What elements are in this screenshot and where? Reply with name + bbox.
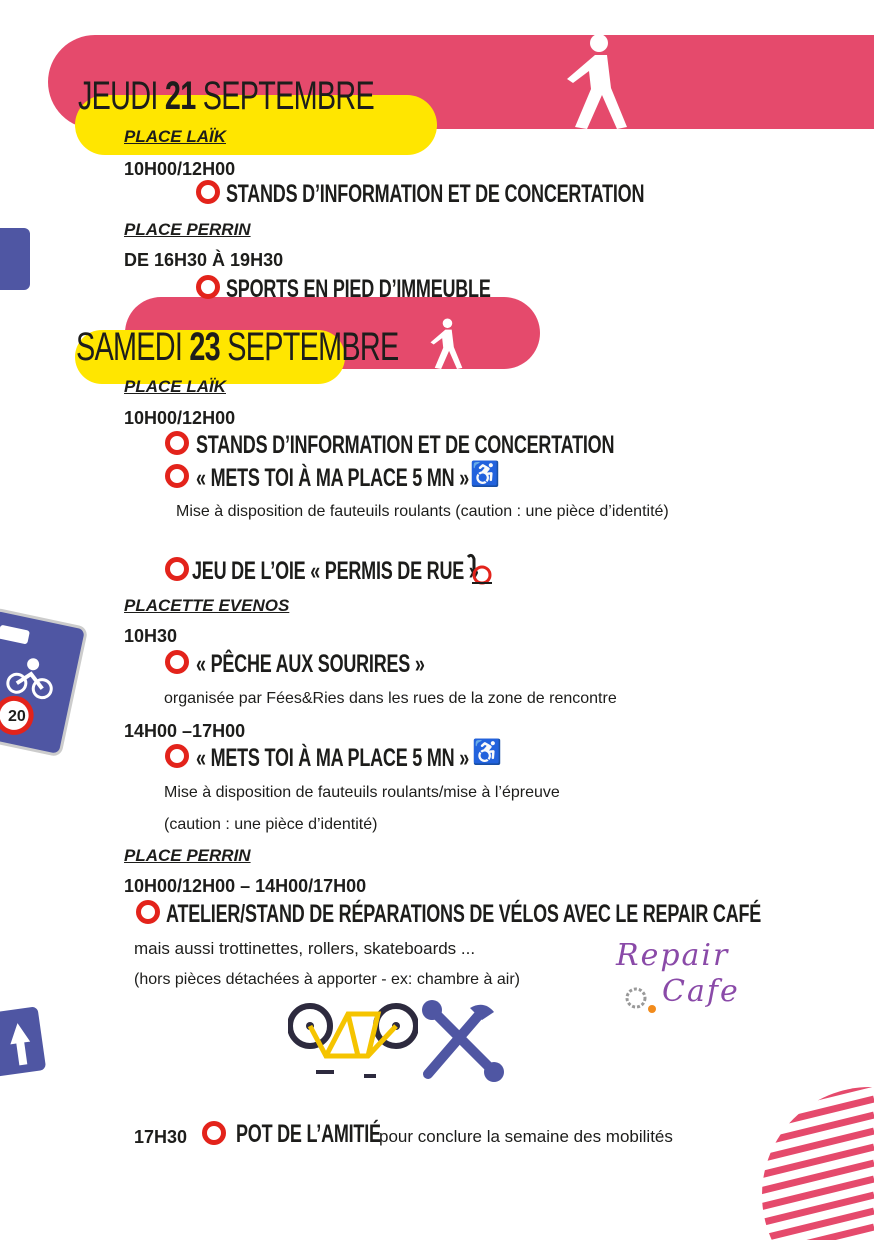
wheelchair-icon: ♿ [470, 461, 500, 488]
day2-desc6a: mais aussi trottinettes, rollers, skateboards ... [134, 939, 476, 958]
wheelchair-icon: ♿ [472, 739, 502, 766]
day2-desc4: organisée par Fées&Ries dans les rues de la zone de rencontre [164, 690, 617, 707]
pedestrian-icon [565, 33, 635, 131]
repair-logo-word1: Repair [616, 938, 730, 973]
bullet-ring-icon [196, 180, 220, 204]
tools-icon [418, 1000, 504, 1082]
day2-time1: 10H00/12H00 [124, 408, 236, 428]
zone-rencontre-sign [0, 600, 90, 760]
bullet-ring-icon [165, 557, 189, 581]
bullet-ring-icon [165, 744, 189, 768]
day2-time2: 10H30 [124, 626, 178, 646]
speed-limit-label: 20 [8, 708, 26, 725]
day2-time3: 14H00 –17H00 [124, 721, 246, 741]
final-desc: pour conclure la semaine des mobilités [379, 1127, 673, 1146]
bullet-ring-icon [196, 275, 220, 299]
goose-icon [462, 553, 498, 587]
day2-placette-evenos: PLACETTE EVENOS [124, 596, 290, 615]
bullet-ring-icon [202, 1121, 226, 1145]
day2-event1: STANDS D’INFORMATION ET DE CONCERTATION [196, 431, 615, 459]
day2-title: SAMEDI 23 SEPTEMBRE [76, 325, 399, 369]
blue-tab-decoration [0, 228, 30, 290]
day2-event4: « PÊCHE AUX SOURIRES » [196, 650, 425, 678]
day2-desc2: Mise à disposition de fauteuils roulants (caution : une pièce d’identité) [176, 503, 669, 520]
day1-place-perrin: PLACE PERRIN [124, 220, 251, 239]
day2-event3: JEU DE L’OIE « PERMIS DE RUE » [192, 557, 479, 585]
day2-event6: ATELIER/STAND DE RÉPARATIONS DE VÉLOS AVEC LE REPAIR CAFÉ [166, 900, 762, 928]
bullet-ring-icon [165, 650, 189, 674]
day2-event2: « METS TOI À MA PLACE 5 MN » [196, 464, 469, 492]
striped-circle-decoration [760, 1085, 874, 1240]
final-time: 17H30 [134, 1127, 188, 1147]
gear-icon [620, 982, 658, 1016]
day2-time4: 10H00/12H00 – 14H00/17H00 [124, 876, 367, 896]
bullet-ring-icon [136, 900, 160, 924]
bullet-ring-icon [165, 431, 189, 455]
day1-place-laik: PLACE LAÏK [124, 127, 226, 146]
repair-cafe-logo [612, 938, 742, 1018]
day2-event5: « METS TOI À MA PLACE 5 MN » [196, 744, 469, 772]
day1-title: JEUDI 21 SEPTEMBRE [78, 74, 374, 118]
day2-desc6b: (hors pièces détachées à apporter - ex: chambre à air) [134, 971, 520, 988]
bullet-ring-icon [165, 464, 189, 488]
one-way-sign [0, 1005, 46, 1077]
repair-logo-word2: Cafe [662, 974, 740, 1009]
final-event: POT DE L’AMITIÉ [236, 1120, 381, 1148]
day1-event1: STANDS D’INFORMATION ET DE CONCERTATION [226, 180, 645, 208]
day1-time1: 10H00/12H00 [124, 159, 236, 179]
day2-place-laik: PLACE LAÏK [124, 377, 226, 396]
bicycle-icon [288, 998, 418, 1082]
day2-place-perrin: PLACE PERRIN [124, 846, 251, 865]
day1-event2: SPORTS EN PIED D’IMMEUBLE [226, 275, 491, 303]
pedestrian-icon [428, 318, 468, 370]
day2-desc5b: (caution : une pièce d’identité) [164, 816, 378, 833]
day1-time2: DE 16H30 À 19H30 [124, 250, 284, 270]
day2-desc5a: Mise à disposition de fauteuils roulants/mise à l’épreuve [164, 784, 560, 801]
